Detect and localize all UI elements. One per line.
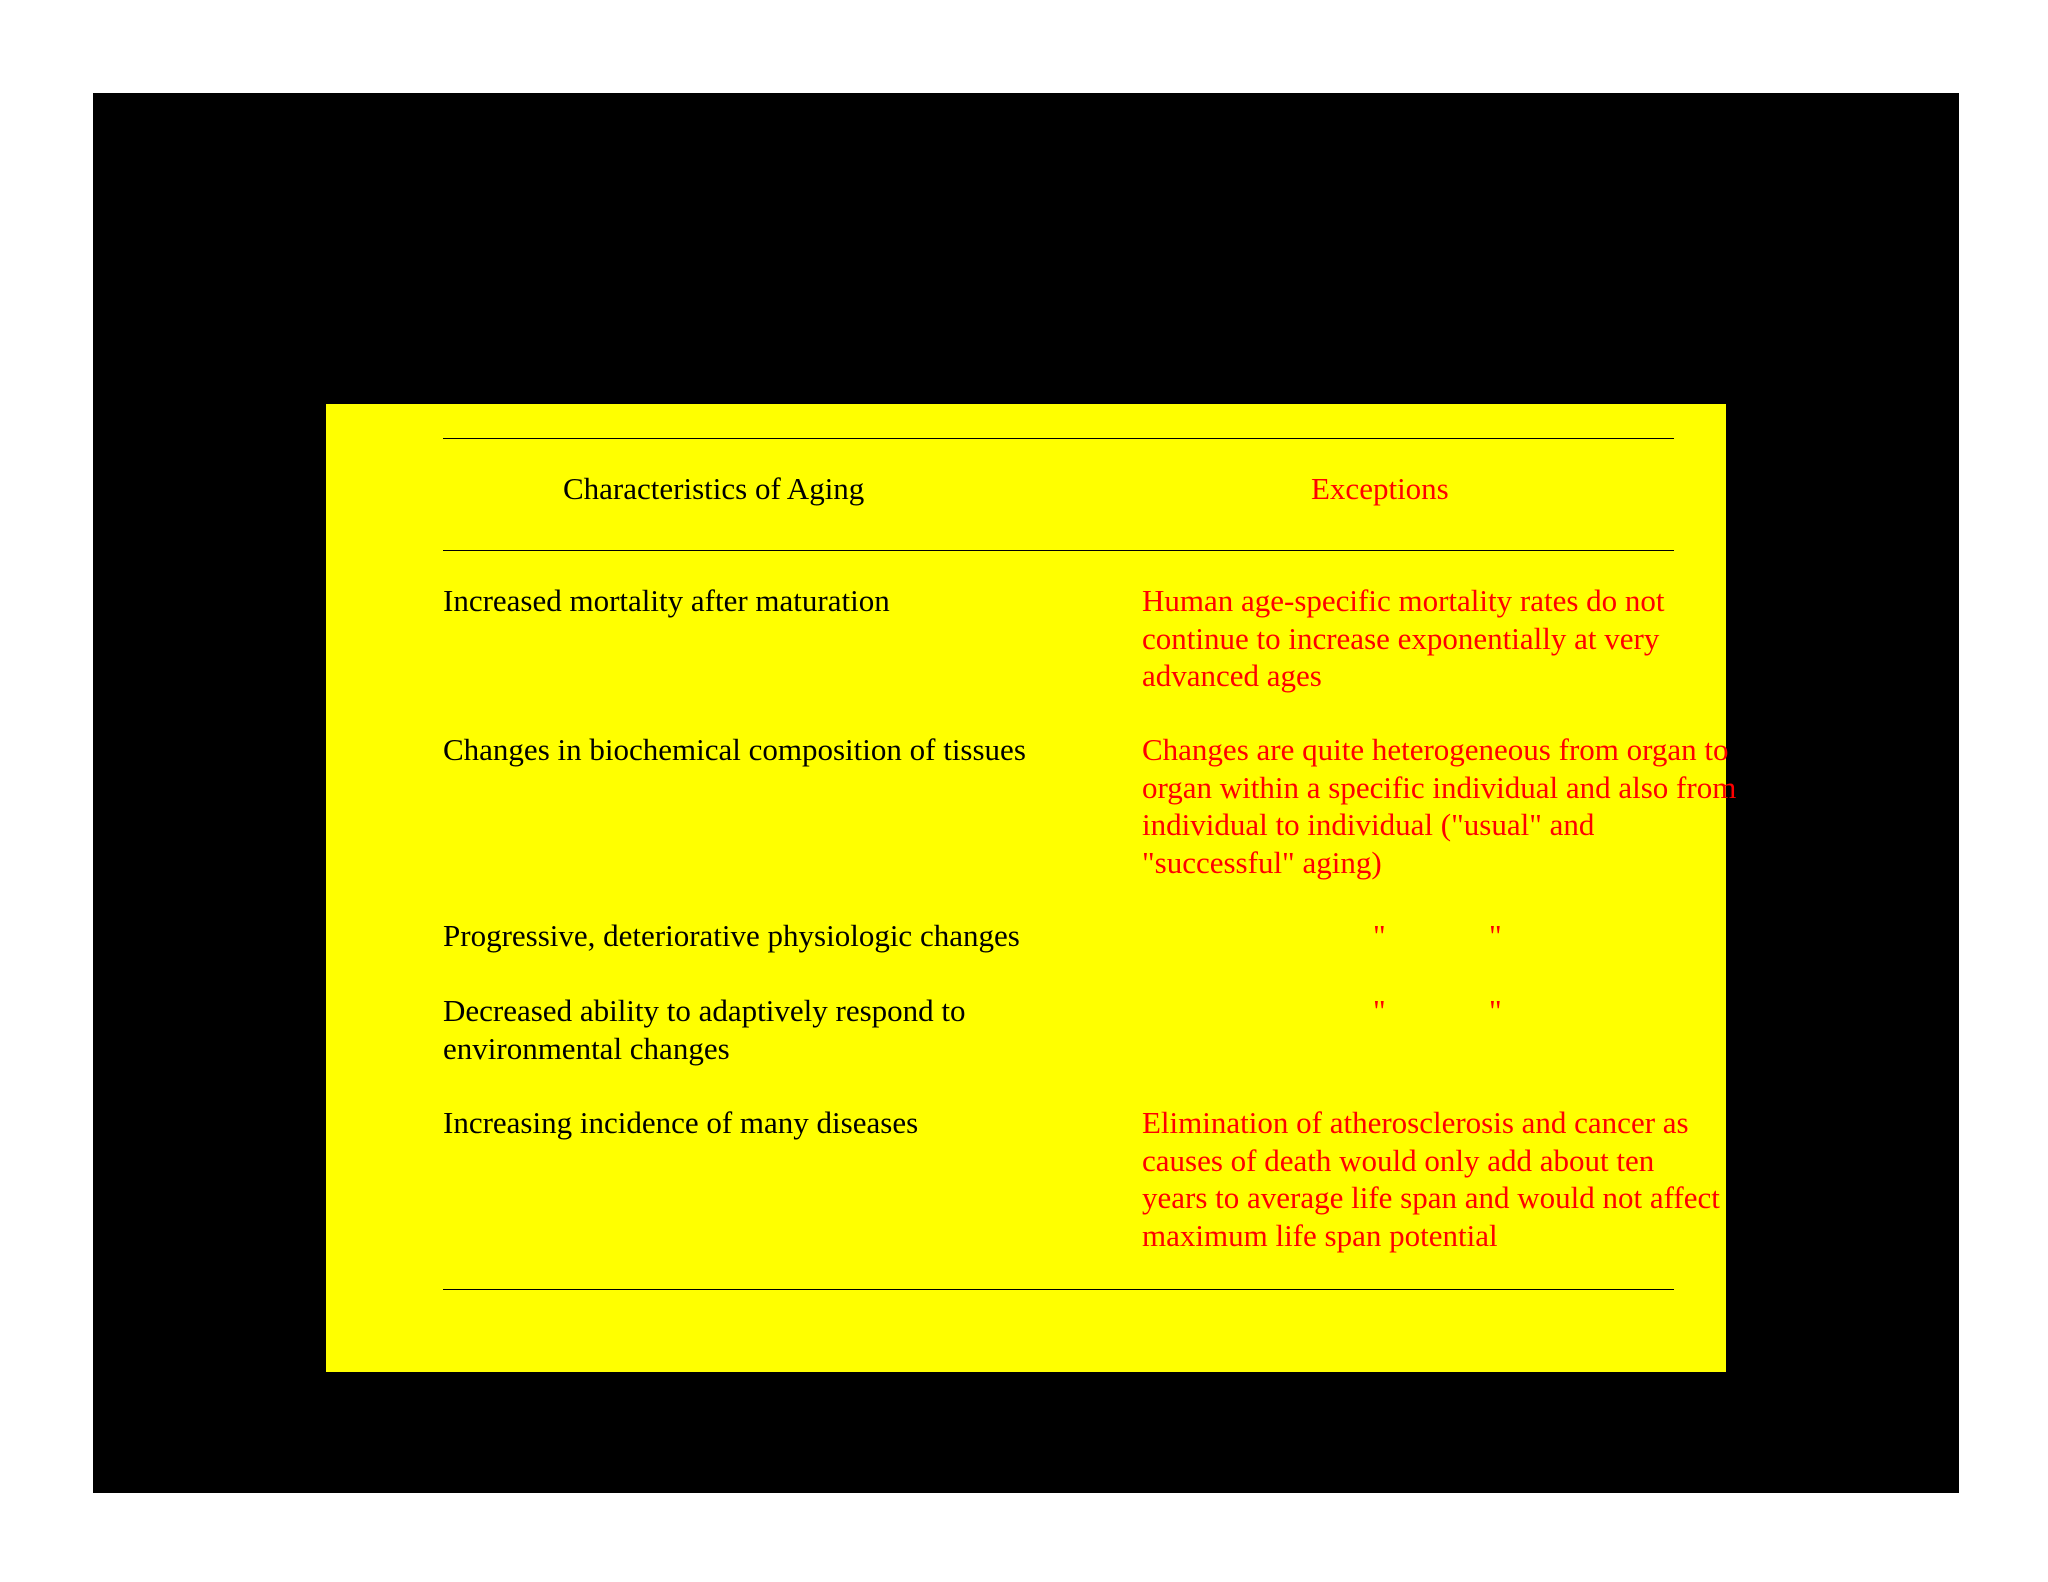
row-3-characteristic: Progressive, deteriorative physiologic changes — [443, 918, 1020, 953]
table-panel — [326, 404, 1737, 1372]
row-2-characteristic: Changes in biochemical composition of tissues — [443, 732, 1026, 767]
row-5-exception: Elimination of atherosclerosis and cancer as causes of death would only add about ten years to average life span and would not affect maximum life span potential — [1142, 1105, 1720, 1253]
row-1-exception: Human age-specific mortality rates do not continue to increase exponentially at very advanced ages — [1142, 583, 1665, 693]
row-1-characteristic: Increased mortality after maturation — [443, 583, 890, 618]
row-4-exception-ditto-2: " — [1489, 993, 1502, 1028]
table-rule-header — [443, 550, 1674, 551]
row-4-exception-ditto-1: " — [1373, 993, 1386, 1028]
column-header-exceptions: Exceptions — [1311, 471, 1449, 506]
table-rule-bottom — [443, 1289, 1674, 1290]
row-3-exception-ditto-2: " — [1489, 918, 1502, 953]
row-2-exception: Changes are quite heterogeneous from organ to organ within a specific individual and also from individual to individual ("usual" and "successful" aging) — [1142, 732, 1737, 880]
row-5-characteristic: Increasing incidence of many diseases — [443, 1105, 919, 1140]
row-4-characteristic: Decreased ability to adaptively respond to environmental changes — [443, 993, 966, 1066]
table-rule-top — [443, 438, 1674, 439]
row-3-exception-ditto-1: " — [1373, 918, 1386, 953]
column-header-characteristics: Characteristics of Aging — [563, 471, 865, 506]
slide-background — [93, 93, 1959, 1493]
